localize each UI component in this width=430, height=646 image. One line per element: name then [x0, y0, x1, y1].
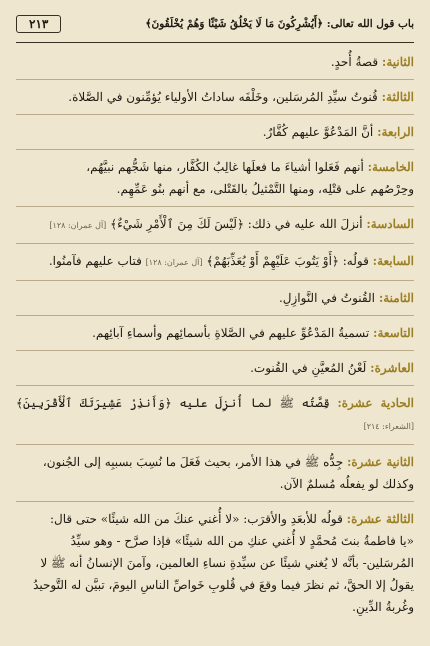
list-item: [16, 322, 414, 351]
item-label: الثانية:: [381, 55, 414, 69]
chapter-verse: ﴿أَيُشْرِكُونَ مَا لَا يَخْلُقُ شَيْئًا وَهُمْ يُخْلَقُونَ﴾: [145, 18, 324, 30]
item-text: «يا فاطمةُ بنتَ مُحمَّدٍ لا أُغني عنكِ من الله شيئًا» فإذا صرَّح - وهو سيِّدُ: [70, 534, 414, 548]
item-text: أنهم فَعَلوا أشياءَ ما فعلَها غالِبُ الكُفَّار، منها شَجُّهم نبيَّهُم،: [86, 160, 364, 174]
item-label: الرابعة:: [377, 125, 414, 139]
list-item: [16, 156, 414, 207]
page-body: [16, 51, 414, 618]
item-text: أنزلَ الله عليه في ذلك: ﴿لَيْسَ لَكَ مِنَ ٱلْأَمْرِ شَيْءٌ﴾: [110, 217, 363, 231]
item-label: العاشرة:: [370, 361, 414, 375]
item-text: القُنوتُ في النَّوازِلِ.: [278, 291, 375, 305]
item-text: لَعْنُ المُعيَّنِ في القُنوت.: [250, 361, 367, 375]
item-text: قولُه للأبعَدِ والأقرَب: «لا أُغني عنكَ من الله شيئًا» حتى قال:: [49, 512, 343, 526]
item-text: وغُربةُ الدِّينِ.: [352, 600, 414, 614]
page-number: ٢١٣: [16, 15, 61, 33]
verse-reference: [الشعراء: ٢١٤]: [363, 422, 414, 431]
verse-reference: [آل عمران: ١٢٨]: [49, 221, 107, 230]
item-label: الثانية عشرة:: [346, 455, 414, 469]
chapter-title: [145, 18, 414, 30]
list-item: [16, 508, 414, 618]
item-label: التاسعة:: [373, 326, 414, 340]
item-text: يقولُ إلا الحقَّ، ثم نظرَ فيما وقعَ في قُلوبِ خَواصِّ الناسِ اليومَ، تبيَّن له التَّوحيدُ: [33, 578, 414, 592]
list-item: [16, 357, 414, 386]
item-text: وحِرْصُهم على قتْلِه، ومنها التَّمْثيلُ بالقَتْلى، مع أنهم بنُو عَمِّهِم.: [116, 182, 414, 196]
item-text: تسميةُ المَدْعُوِّ عليهم في الصَّلاةِ بأسمائِهم وأسماءِ آبائِهم.: [92, 326, 370, 340]
list-item: [16, 121, 414, 150]
item-label: السادسة:: [366, 217, 414, 231]
item-text: وكذلك لو يفعلُه مُسلمٌ الآن.: [279, 477, 414, 491]
item-label: الثالثة:: [381, 90, 414, 104]
list-item: [16, 451, 414, 502]
item-label: السابعة:: [372, 254, 414, 268]
item-text-tail: فتاب عليهم فآمنُوا.: [48, 254, 142, 268]
list-item: [16, 51, 414, 80]
item-text: قصةُ أُحدٍ.: [330, 55, 379, 69]
item-text: قُنوتُ سيِّدِ المُرسَلين، وخَلْفَه ساداتُ الأولياء يُؤمِّنون في الصَّلاة.: [68, 90, 378, 104]
item-text: أنَّ المَدْعُوَّ عليهم كُفَّارٌ.: [262, 125, 374, 139]
item-text: قولُه: ﴿أَوْ يَتُوبَ عَلَيْهِمْ أَوْ يُعَذِّبَهُمْ﴾: [206, 254, 369, 268]
item-label: الثامنة:: [378, 291, 414, 305]
item-text: المُرسَلين- بأنَّه لا يُغني شيئًا عن سيِّدةِ نساءِ العالمين، وآمنَ الإنسانُ أنه ﷺ لا: [40, 556, 414, 570]
item-text: جِدُّه ﷺ في هذا الأمر، بحيث فَعَلَ ما نُسِبَ بسببِه إلى الجُنون،: [42, 455, 344, 469]
item-label: الخامسة:: [367, 160, 414, 174]
list-item: [16, 86, 414, 115]
chapter-title-text: باب قول الله تعالى:: [326, 18, 414, 30]
item-text: قِصَّتُه ﷺ لما أُنزِلَ عليه ﴿وَأَنذِرْ عَشِيرَتَكَ ٱلْأَقْرَبِينَ﴾: [16, 396, 330, 410]
list-item: [16, 213, 414, 244]
item-label: الثالثة عشرة:: [346, 512, 414, 526]
list-item: [16, 287, 414, 316]
item-label: الحادية عشرة:: [337, 396, 414, 410]
list-item: [16, 250, 414, 281]
page-header: [16, 10, 414, 43]
list-item: [16, 392, 414, 445]
verse-reference: [آل عمران: ١٢٨]: [145, 258, 203, 267]
